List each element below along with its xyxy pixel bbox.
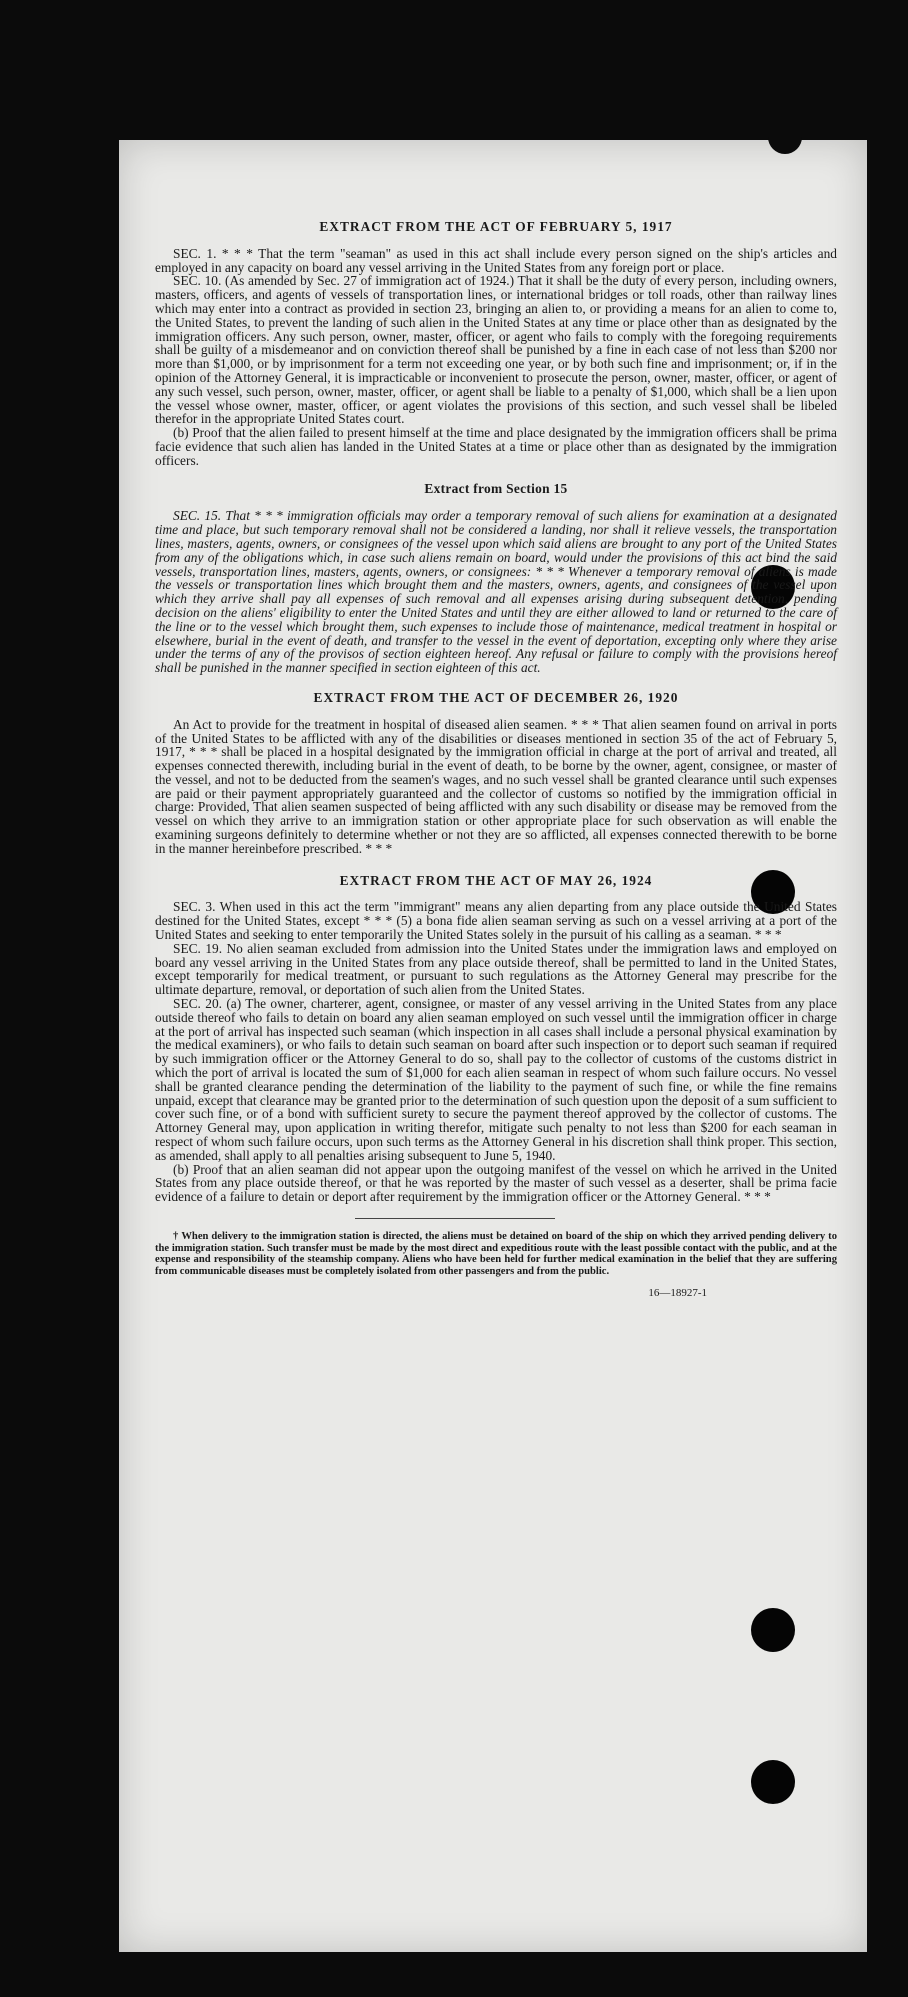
section-1-paragraph: SEC. 1. * * * That the term "seaman" as used in this act shall include every person signed on the ship's articles and employed in any capacity on board any vessel arriving in the United States from any foreign port or place. [155,245,837,275]
heading-section-15: Extract from Section 15 [424,480,568,496]
divider [355,1218,555,1219]
heading-act-1917: EXTRACT FROM THE ACT OF FEBRUARY 5, 1917 [319,219,673,234]
section-3-paragraph: SEC. 3. When used in this act the term "immigrant" means any alien departing from any place outside the United States destined for the United States, except * * * (5) a bona fide alien seaman serving as such on a vessel arriving at a port of the United States and seeking to enter temporarily the United States solely in the pursuit of his calling as a seaman. * * * [155,899,837,943]
footnote: † When delivery to the immigration station is directed, the aliens must be detained on board of the ship on which they arrived pending delivery to the immigration station. Such transfer must be made by the most direct and expeditious route with the least possible contact with the public, and at the expense and responsibility of the steamship company. Aliens who have been held for further medical examination in the belief that they are suffering from communicable diseases must be completely isolated from other passengers and from the public. [155,1231,837,1277]
section-20b-paragraph: (b) Proof that an alien seaman did not appear upon the outgoing manifest of the vessel on which he arrived in the United States from any place outside thereof, or that he was reported by the master of such vessel as a deserter, shall be prima facie evidence of a failure to detain or deport after requirement by the immigration officer or the Attorney General. * * * [155,1161,837,1205]
act-1920-paragraph: An Act to provide for the treatment in hospital of diseased alien seamen. * * * That alien seamen found on arrival in ports of the United States to be afflicted with any of the disabilities or diseases mentioned in section 35 of the act of February 5, 1917, * * * shall be placed in a hospital designated by the immigration official in charge at the port of arrival and treated, all expenses connected therewith, including burial in the event of death, to be borne by the owner, agent, consignee, or master of the vessel, and not to be deducted from the seamen's wages, and no such vessel shall be granted clearance until such expenses are paid or their payment appropriately guaranteed and the collector of customs so notified by the immigration official in charge: Provided, That alien seamen suspected of being afflicted with any such disability or disease may be removed from the vessel on which they arrive to an immigration station or other appropriate place for such observation as will enable the examining surgeons definitely to determine whether or not they are so afflicted, all expenses connected therewith to be borne in the manner hereinbefore prescribed. * * * [155,716,837,856]
punch-hole [751,1608,795,1652]
document-text [155,220,837,1301]
heading-act-1920: EXTRACT FROM THE ACT OF DECEMBER 26, 1920 [313,689,679,705]
section-19-paragraph: SEC. 19. No alien seaman excluded from admission into the United States under the immigration laws and employed on board any vessel arriving in the United States from any place outside thereof, shall be permitted to land in the United States, except temporarily for medical treatment, or pursuant to such regulations as the Attorney General may prescribe for the ultimate departure, removal, or deportation of such alien from the United States. [155,940,837,998]
document-page [119,140,867,1952]
heading-act-1924: EXTRACT FROM THE ACT OF MAY 26, 1924 [339,872,653,888]
section-10b-paragraph: (b) Proof that the alien failed to present himself at the time and place designated by the immigration officers shall be prima facie evidence that such alien has landed in the United States at a time or place other than as designated by the immigration officers. [155,425,837,468]
punch-hole [751,1760,795,1804]
section-10-paragraph: SEC. 10. (As amended by Sec. 27 of immigration act of 1924.) That it shall be the duty of every person, including owners, masters, officers, and agents of vessels of transportation lines, or international bridges or toll roads, other than railway lines which may enter into a contract as provided in section 23, bringing an alien to, or providing a means for an alien to come to, the United States, to prevent the landing of such alien in the United States at any time or place other than as designated by the immigration officers. Any such person, owner, master, officer, or agent who fails to comply with the foregoing requirements shall be guilty of a misdemeanor and on conviction thereof shall be punished by a fine in each case of not less than $200 nor more than $1,000, or by imprisonment for a term not exceeding one year, or by both such fine and imprisonment; or, if in the opinion of the Attorney General, it is impracticable or inconvenient to prosecute the person, owner, master, officer, or agent of any such vessel, such person, owner, master, officer, or agent shall be liable to a penalty of $1,000, which shall be a lien upon the vessel whose owner, master, officer, or agent violates the provisions of this section, and such vessel shall be libeled therefor in the appropriate United States court. [155,273,837,427]
form-number: 16—18927-1 [648,1287,707,1300]
section-15-paragraph: SEC. 15. That * * * immigration officials may order a temporary removal of such aliens for examination at a designated time and place, but such temporary removal shall not be considered a landing, nor shall it relieve vessels, the transportation lines, masters, agents, owners, or consignees of the vessel upon which said aliens are brought to any port of the United States from any of the obligations which, in case such aliens remain on board, would under the provisions of this act bind the said vessels, transportation lines, masters, agents, owners, or consignees: * * * Whenever a temporary removal of aliens is made the vessels or transportation lines which brought them and the masters, owners, agents, and consignees of the vessel upon which they arrive shall pay all expenses of such removal and all expenses arising during subsequent detention, pending decision on the aliens' eligibility to enter the United States and until they are either allowed to land or returned to the care of the line or to the vessel which brought them, such expenses to include those of maintenance, medical treatment in hospital or elsewhere, burial in the event of death, and transfer to the vessel in the event of deportation, excepting only where they arise under the terms of any of the provisos of section eighteen hereof. Any refusal or failure to comply with the provisions hereof shall be punished in the manner specified in section eighteen of this act. [155,508,837,676]
section-20a-paragraph: SEC. 20. (a) The owner, charterer, agent, consignee, or master of any vessel arriving in the United States from any place outside thereof who fails to detain on board any alien seaman employed on such vessel until the immigration officer in charge at the port of arrival has inspected such seaman (which inspection in all cases shall include a personal physical examination by the medical examiners), or who fails to detain such seaman on board after such inspection or to deport such seaman if required by such immigration officer or the Attorney General to do so, shall pay to the collector of customs of the customs district in which the port of arrival is located the sum of $1,000 for each alien seaman in respect of whom such failure occurs. No vessel shall be granted clearance pending the determination of the liability to the payment of such fine, or while the fine remains unpaid, except that clearance may be granted prior to the determination of such question upon the deposit of a sum sufficient to cover such fine, or of a bond with sufficient surety to secure the payment thereof approved by the collector of customs. The Attorney General may, upon application in writing therefor, mitigate such penalty to not less than $200 for each seaman in respect of whom such failure occurs, upon such terms as the Attorney General in his discretion shall think proper. This section, as amended, shall apply to all penalties arising subsequent to June 5, 1940. [155,996,837,1163]
